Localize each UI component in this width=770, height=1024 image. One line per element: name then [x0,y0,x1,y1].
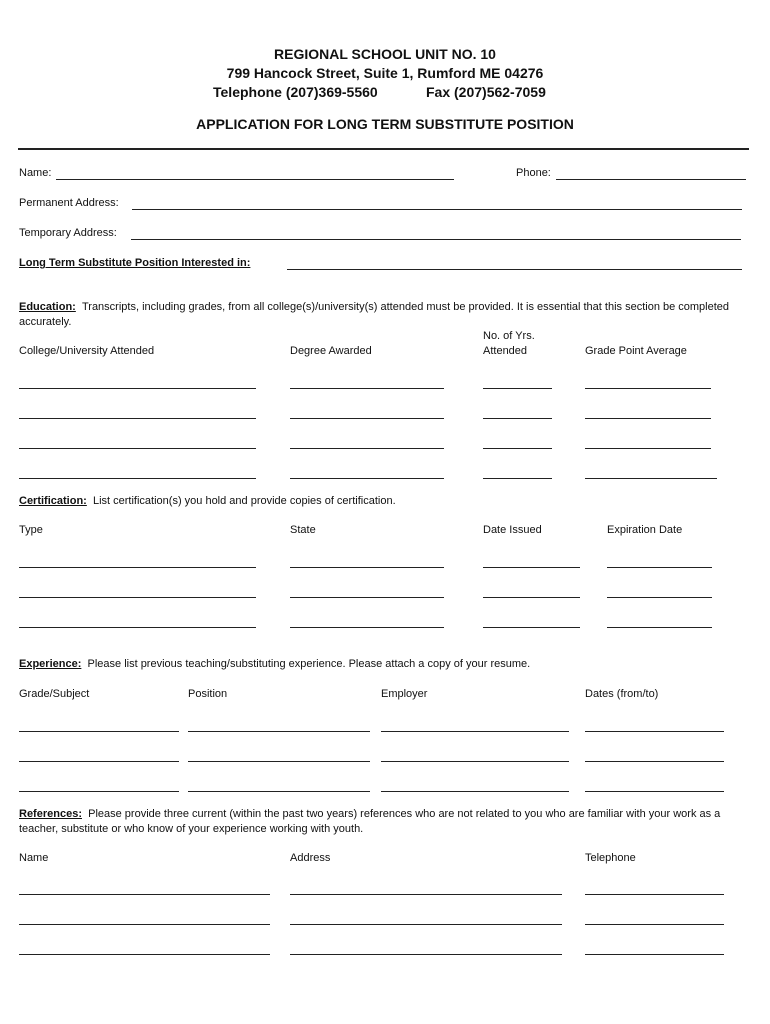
exp-row-employer[interactable] [381,731,569,732]
name-label: Name: [19,167,52,179]
cert-row-state[interactable] [290,567,444,568]
cert-row-expiration[interactable] [607,567,712,568]
cert-row-issued[interactable] [483,567,580,568]
exp-row-dates[interactable] [585,731,724,732]
references-heading: References: [19,808,82,820]
position-label: Long Term Substitute Position Interested in: [19,257,251,269]
references-intro [19,807,741,837]
ref-row-name[interactable] [19,924,270,925]
exp-row-position[interactable] [188,731,370,732]
exp-row-grade[interactable] [19,791,179,792]
exp-col-grade: Grade/Subject [19,688,90,700]
edu-col-years-line2: Attended [483,345,528,357]
cert-row-state[interactable] [290,597,444,598]
references-text: Please provide three current (within the past two years) references who are not related to you who are familiar with your work as a teacher, substitute or who know of your experience working with youth. [19,808,721,835]
ref-row-address[interactable] [290,954,562,955]
org-fax: Fax (207)562-7059 [426,84,546,100]
exp-row-grade[interactable] [19,761,179,762]
cert-col-state: State [290,524,316,536]
ref-row-name[interactable] [19,894,270,895]
cert-row-type[interactable] [19,597,256,598]
edu-row-degree[interactable] [290,448,444,449]
edu-row-years[interactable] [483,418,552,419]
position-field[interactable] [287,269,742,270]
cert-row-type[interactable] [19,627,256,628]
edu-row-college[interactable] [19,448,256,449]
edu-row-college[interactable] [19,418,256,419]
edu-row-gpa[interactable] [585,418,711,419]
edu-col-gpa: Grade Point Average [585,345,687,357]
phone-field[interactable] [556,179,746,180]
phone-label: Phone: [516,167,551,179]
certification-intro [19,494,739,509]
certification-text: List certification(s) you hold and provide copies of certification. [92,495,396,507]
ref-row-name[interactable] [19,954,270,955]
edu-col-college: College/University Attended [19,345,155,357]
edu-col-years-line1: No. of Yrs. [483,330,535,342]
edu-row-degree[interactable] [290,418,444,419]
ref-row-telephone[interactable] [585,954,724,955]
org-telephone: Telephone (207)369-5560 [213,84,378,100]
education-text: Transcripts, including grades, from all college(s)/university(s) attended must be provided. It is essential that this section be completed accurately. [19,301,730,328]
cert-row-issued[interactable] [483,627,580,628]
ref-row-address[interactable] [290,894,562,895]
cert-row-type[interactable] [19,567,256,568]
edu-row-college[interactable] [19,388,256,389]
org-name: REGIONAL SCHOOL UNIT NO. 10 [274,46,496,62]
experience-text: Please list previous teaching/substituting experience. Please attach a copy of your resume. [87,658,531,670]
edu-row-degree[interactable] [290,478,444,479]
edu-row-years[interactable] [483,388,552,389]
ref-col-name: Name [19,852,49,864]
cert-row-issued[interactable] [483,597,580,598]
cert-col-type: Type [19,524,43,536]
cert-col-issued: Date Issued [483,524,542,536]
cert-row-expiration[interactable] [607,627,712,628]
ref-row-telephone[interactable] [585,894,724,895]
exp-row-dates[interactable] [585,791,724,792]
edu-row-gpa[interactable] [585,388,711,389]
cert-col-expiration: Expiration Date [607,524,683,536]
ref-col-address: Address [290,852,331,864]
permanent-address-field[interactable] [132,209,742,210]
experience-heading: Experience: [19,658,82,670]
cert-row-expiration[interactable] [607,597,712,598]
ref-row-address[interactable] [290,924,562,925]
header-divider [18,148,749,150]
edu-row-years[interactable] [483,448,552,449]
education-intro [19,300,739,330]
cert-row-state[interactable] [290,627,444,628]
experience-intro [19,657,739,672]
edu-row-gpa[interactable] [585,448,711,449]
exp-row-dates[interactable] [585,761,724,762]
edu-row-college[interactable] [19,478,256,479]
form-title: APPLICATION FOR LONG TERM SUBSTITUTE POSITION [196,116,574,132]
ref-col-telephone: Telephone [585,852,636,864]
education-heading: Education: [19,301,76,313]
exp-col-employer: Employer [381,688,428,700]
edu-row-years[interactable] [483,478,552,479]
certification-heading: Certification: [19,495,87,507]
org-address: 799 Hancock Street, Suite 1, Rumford ME 04276 [226,65,544,81]
ref-row-telephone[interactable] [585,924,724,925]
exp-col-dates: Dates (from/to) [585,688,659,700]
permanent-address-label: Permanent Address: [19,197,119,209]
edu-col-degree: Degree Awarded [290,345,372,357]
temporary-address-field[interactable] [131,239,741,240]
temporary-address-label: Temporary Address: [19,227,117,239]
exp-row-employer[interactable] [381,791,569,792]
exp-row-employer[interactable] [381,761,569,762]
exp-row-position[interactable] [188,791,370,792]
edu-row-degree[interactable] [290,388,444,389]
exp-col-position: Position [188,688,228,700]
edu-row-gpa[interactable] [585,478,717,479]
exp-row-grade[interactable] [19,731,179,732]
name-field[interactable] [56,179,454,180]
exp-row-position[interactable] [188,761,370,762]
